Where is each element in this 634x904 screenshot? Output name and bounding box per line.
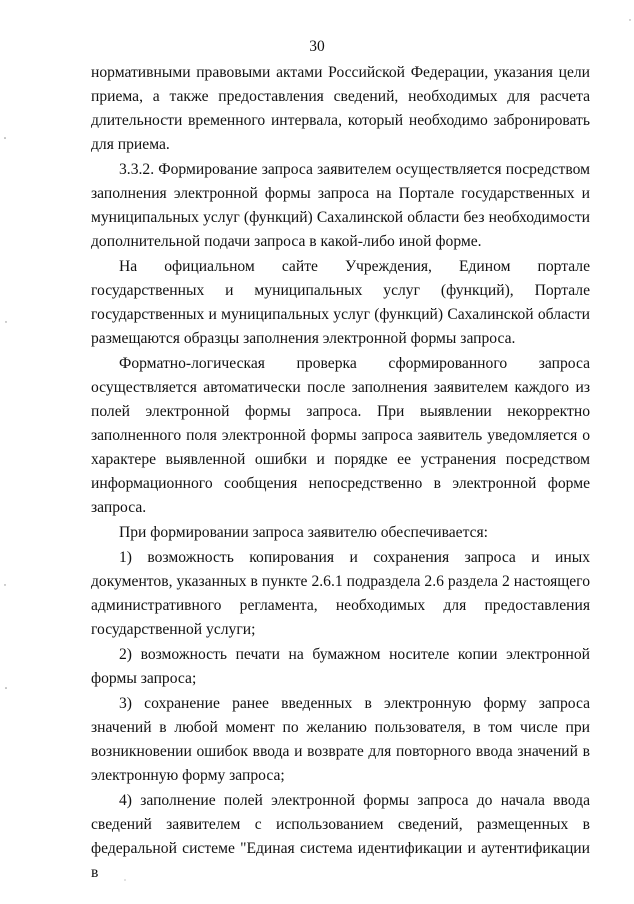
list-item-1: 1) возможность копирования и сохранения запроса и иных документов, указанных в пункте 2.6.1 подраздела 2.6 раздела 2 настоящего административного регламента, необходимых для предоставления государственной услуги; bbox=[91, 549, 590, 638]
document-body bbox=[91, 61, 590, 885]
page-number: 30 bbox=[309, 38, 325, 55]
list-item-2: 2) возможность печати на бумажном носителе копии электронной формы запроса; bbox=[91, 646, 590, 687]
paragraph-continuation: нормативными правовыми актами Российской Федерации, указания цели приема, а также предоставления сведений, необходимых для расчета длительности временного интервала, который необходимо забронировать для приема. bbox=[91, 64, 590, 153]
paragraph-format-check: Форматно-логическая проверка сформированного запроса осуществляется автоматически после заполнения заявителем каждого из полей электронной формы запроса. При выявлении некорректно заполненного поля электронной формы запроса заявитель уведомляется о характере выявленной ошибки и порядке ее устранения посредством информационного сообщения непосредственно в электронной форме запроса. bbox=[91, 355, 590, 516]
paragraph-3-3-2: 3.3.2. Формирование запроса заявителем осуществляется посредством заполнения электронной формы запроса на Портале государственных и муниципальных услуг (функций) Сахалинской области без необходимости дополнительной подачи запроса в какой-либо иной форме. bbox=[91, 161, 590, 250]
paragraph-official-sites: На официальном сайте Учреждения, Едином портале государственных и муниципальных услуг (функций), Портале государственных и муниципальных услуг (функций) Сахалинской области размещаются образцы заполнения электронной формы запроса. bbox=[91, 258, 590, 347]
list-item-3: 3) сохранение ранее введенных в электронную форму запроса значений в любой момент по желанию пользователя, в том числе при возникновении ошибок ввода и возврате для повторного ввода значений в электронную форму запроса; bbox=[91, 695, 590, 784]
list-item-4: 4) заполнение полей электронной формы запроса до начала ввода сведений заявителем с использованием сведений, размещенных в федеральной системе "Единая система идентификации и аутентификации в bbox=[91, 792, 590, 881]
paragraph-provided-list-intro: При формировании запроса заявителю обеспечивается: bbox=[119, 524, 488, 541]
